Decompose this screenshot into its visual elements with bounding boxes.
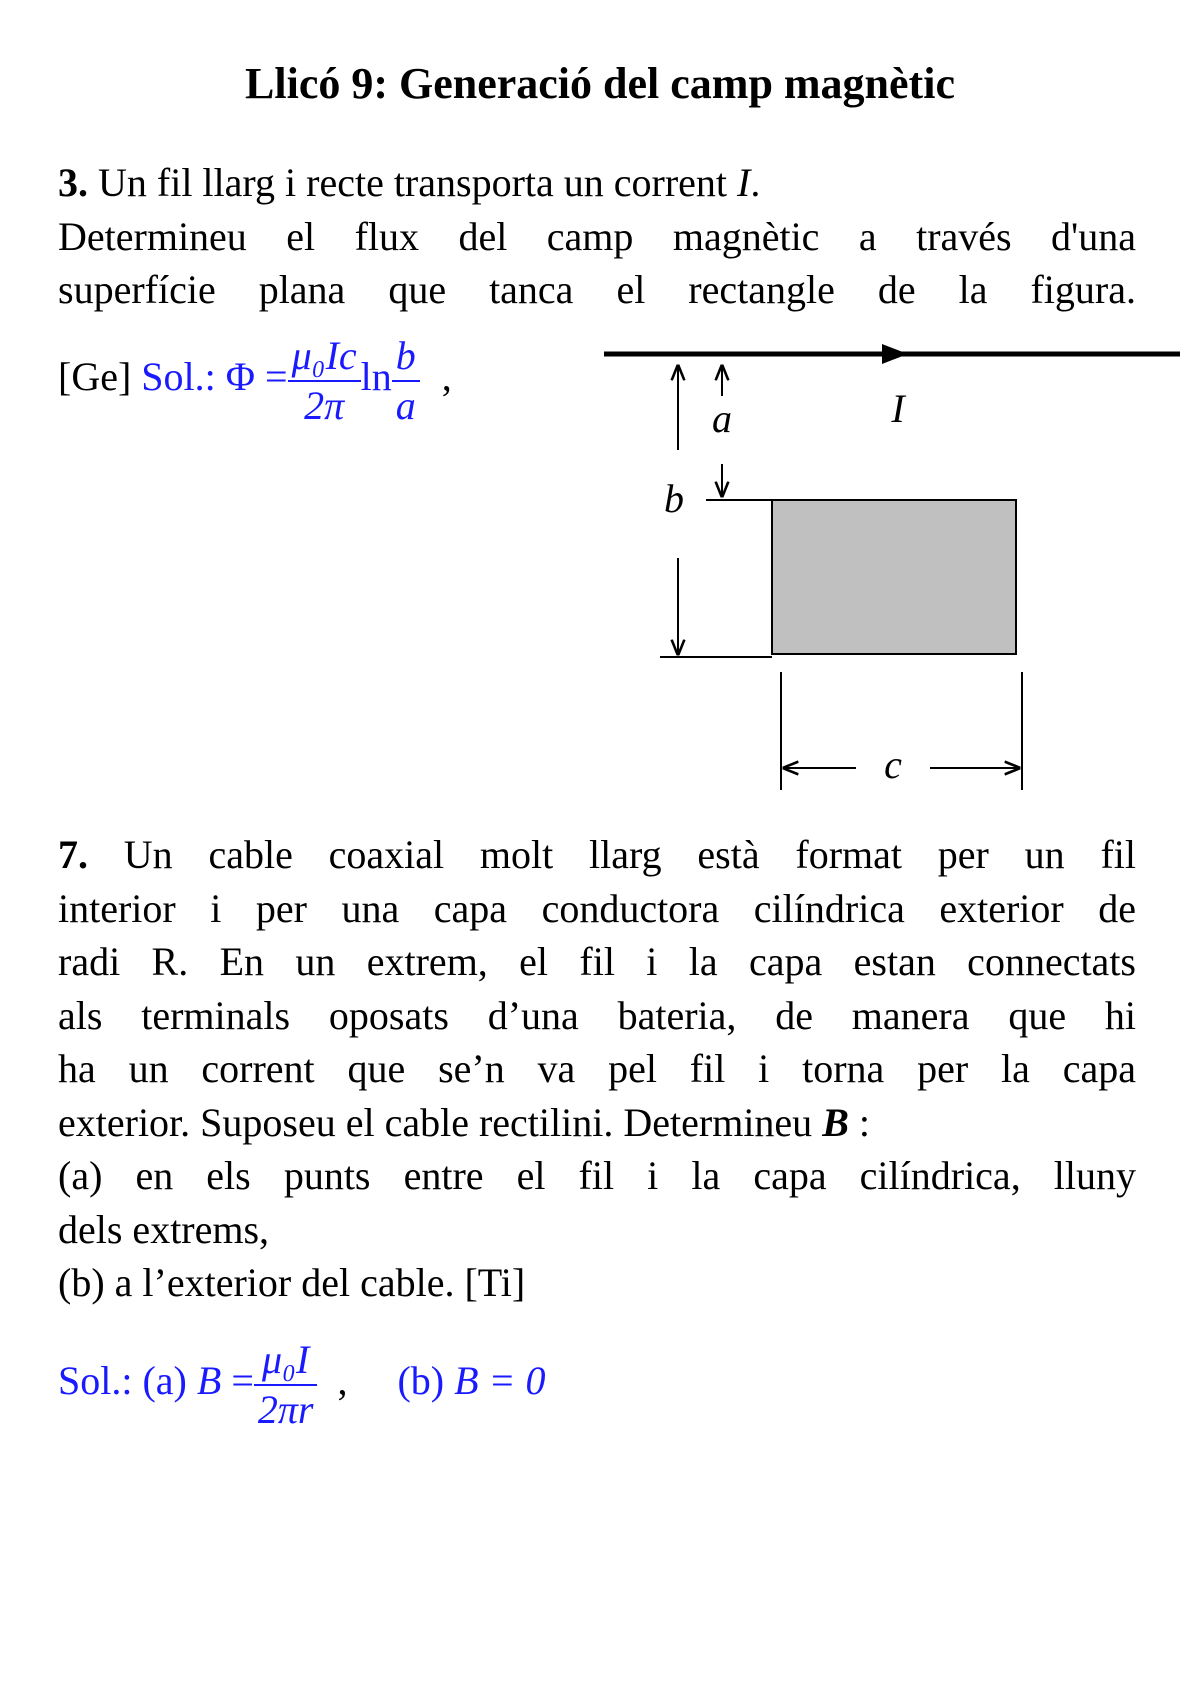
current-variable: I <box>737 160 751 205</box>
solution-label-a: Sol.: (a) <box>58 1358 187 1404</box>
B-symbol: B <box>196 1358 222 1404</box>
ln-symbol: ln <box>360 354 392 400</box>
problem-7-line-8: dels extrems, <box>58 1206 270 1252</box>
label-b: b <box>664 476 684 521</box>
problem-7-line-9: (b) a l’exterior del cable. [Ti] <box>58 1260 526 1305</box>
page-title: Llicó 9: Generació del camp magnètic <box>245 59 955 108</box>
solution-label: Sol.: <box>141 354 216 400</box>
problem-7-line-6-end: : <box>848 1099 870 1145</box>
source-tag: [Ge] <box>58 354 132 400</box>
problem-3-line-1-text: Un fil llarg i recte transporta un corrent <box>88 160 738 205</box>
wire-rectangle-figure <box>590 330 1190 810</box>
problem-7-line-6-text: exterior. Suposeu el cable rectilini. Determineu <box>58 1099 823 1145</box>
shaded-rectangle <box>772 500 1016 654</box>
problem-3-text <box>58 156 1136 317</box>
equals-sign: = <box>265 354 288 400</box>
label-current: I <box>891 386 905 431</box>
problem-7-solution <box>58 1336 546 1434</box>
field-variable: B <box>822 1099 849 1145</box>
solution-label-b: (b) <box>397 1358 445 1404</box>
fraction-mu0-ic: $\frac{\text{μ₀Ic}}{2\pi}$ <box>288 332 361 430</box>
current-arrow-icon <box>882 344 908 364</box>
label-a: a <box>712 396 732 441</box>
problem-7-line-1-text: Un cable coaxial molt llarg està format per un fil <box>88 832 1136 877</box>
fraction-b-a: $\frac{b}{a}$ <box>392 332 420 430</box>
problem-7-text <box>58 828 1136 1310</box>
problem-7-line-2: interior i per una capa conductora cilíndrica exterior de <box>58 885 1136 931</box>
phi-symbol: Φ <box>225 354 256 400</box>
problem-3-line-2: Determineu el flux del camp magnètic a través d'una <box>58 213 1136 259</box>
problem-3-line-1 <box>58 156 1136 210</box>
equals-sign: = <box>231 1358 254 1404</box>
problem-3-solution <box>58 332 452 430</box>
problem-7-line-3: radi R. En un extrem, el fil i la capa estan connectats <box>58 939 1136 984</box>
problem-7-line-6 <box>58 1096 1136 1150</box>
problem-7-line-4: als terminals oposats d’una bateria, de manera que hi <box>58 992 1136 1038</box>
comma: , <box>441 354 452 400</box>
fraction-mu0-I-2pir: $\frac{\text{μ₀I}}{2\pi r}$ <box>254 1336 318 1434</box>
label-c: c <box>884 742 902 787</box>
problem-7-line-5: ha un corrent que se’n va pel fil i torna per la capa <box>58 1046 1136 1091</box>
solution-b-equation: B = 0 <box>454 1358 546 1404</box>
problem-7-line-1 <box>58 828 1136 882</box>
problem-3-number: 3. <box>58 160 88 205</box>
problem-3-line-1-end: . <box>750 160 761 205</box>
problem-7-line-7: (a) en els punts entre el fil i la capa cilíndrica, lluny <box>58 1153 1136 1198</box>
problem-7-number: 7. <box>58 832 88 877</box>
comma: , <box>337 1358 348 1404</box>
problem-3-line-3: superfície plana que tanca el rectangle de la figura. <box>58 267 1136 312</box>
